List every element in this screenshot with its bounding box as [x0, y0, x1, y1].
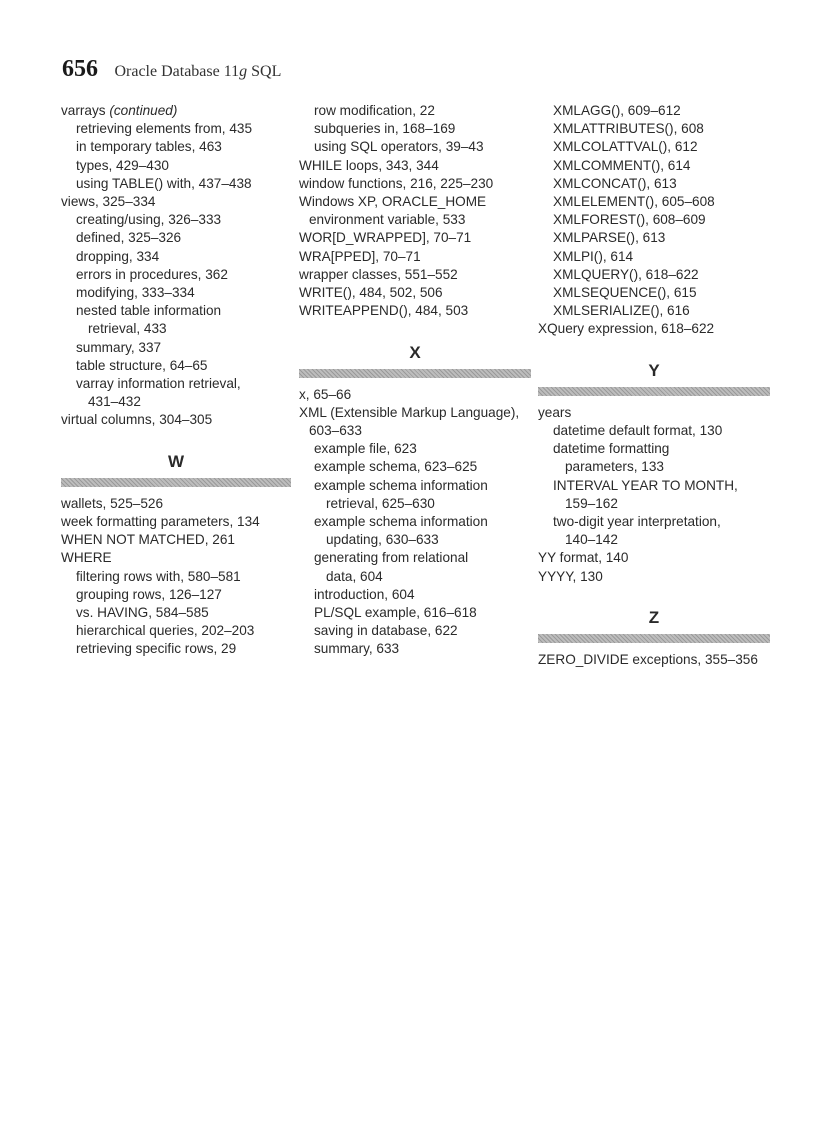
index-column-3 [538, 102, 770, 669]
index-subentry: generating from relational [314, 550, 469, 566]
index-entry: week formatting parameters, 134 [61, 514, 260, 530]
index-entry: years [538, 404, 572, 420]
index-subentry: XMLQUERY(), 618–622 [553, 266, 699, 282]
section-divider [538, 387, 770, 396]
index-subentry: datetime default format, 130 [553, 423, 723, 439]
index-subentry: XMLFOREST(), 608–609 [553, 212, 706, 228]
index-subentry: using SQL operators, 39–43 [314, 139, 484, 155]
index-subentry: retrieving elements from, 435 [76, 121, 253, 137]
index-subentry: XMLSEQUENCE(), 615 [553, 285, 697, 301]
index-subentry: XMLELEMENT(), 605–608 [553, 194, 715, 210]
index-subentry: modifying, 333–334 [76, 285, 195, 301]
index-subentry: nested table information [76, 303, 222, 319]
section-letter-z: Z [648, 608, 660, 628]
index-subentry: XMLCONCAT(), 613 [553, 175, 677, 191]
index-entry: YYYY, 130 [538, 568, 603, 584]
index-subentry-continuation: retrieval, 433 [88, 321, 167, 337]
index-subentry: INTERVAL YEAR TO MONTH, [553, 477, 738, 493]
section-letter-x: X [409, 342, 421, 362]
index-subentry: XMLPI(), 614 [553, 248, 634, 264]
index-subentry: defined, 325–326 [76, 230, 182, 246]
index-subentry: types, 429–430 [76, 157, 169, 173]
index-subentry: dropping, 334 [76, 248, 160, 264]
index-entry: varrays (continued) [61, 103, 178, 118]
index-subentry: vs. HAVING, 584–585 [76, 605, 209, 621]
index-entry: ZERO_DIVIDE exceptions, 355–356 [538, 652, 758, 668]
index-entry: WHEN NOT MATCHED, 261 [61, 532, 235, 548]
index-entry: WHILE loops, 343, 344 [299, 157, 439, 173]
index-subentry: datetime formatting [553, 441, 670, 457]
index-entry: XQuery expression, 618–622 [538, 321, 715, 337]
index-subentry: XMLATTRIBUTES(), 608 [553, 121, 704, 137]
index-subentry: varray information retrieval, [76, 376, 241, 392]
index-subentry: subqueries in, 168–169 [314, 121, 456, 137]
index-subentry: summary, 633 [314, 641, 400, 657]
index-subentry: saving in database, 622 [314, 623, 458, 639]
index-entry: wrapper classes, 551–552 [299, 266, 458, 282]
index-entry-continuation: 603–633 [309, 423, 362, 439]
index-subentry: example file, 623 [314, 441, 417, 457]
index-subentry: example schema information [314, 514, 488, 530]
index-subentry: XMLCOMMENT(), 614 [553, 157, 691, 173]
index-subentry: using TABLE() with, 437–438 [76, 175, 252, 191]
index-entry: virtual columns, 304–305 [61, 412, 213, 428]
index-entry: x, 65–66 [299, 386, 352, 402]
index-subentry: errors in procedures, 362 [76, 266, 228, 282]
index-subentry-continuation: parameters, 133 [565, 459, 664, 475]
index-subentry-continuation: data, 604 [326, 568, 383, 584]
index-column-2 [299, 102, 531, 659]
index-subentry: table structure, 64–65 [76, 357, 208, 373]
index-subentry: XMLCOLATTVAL(), 612 [553, 139, 698, 155]
index-subentry: PL/SQL example, 616–618 [314, 605, 477, 621]
index-entry: WRITE(), 484, 502, 506 [299, 285, 443, 301]
index-subentry: grouping rows, 126–127 [76, 586, 222, 602]
index-subentry: XMLAGG(), 609–612 [553, 103, 681, 118]
index-subentry: example schema, 623–625 [314, 459, 478, 475]
page-number: 656 [62, 56, 98, 82]
index-entry: Windows XP, ORACLE_HOME [299, 194, 487, 210]
index-subentry: in temporary tables, 463 [76, 139, 222, 155]
index-subentry: summary, 337 [76, 339, 162, 355]
index-subentry: two-digit year interpretation, [553, 514, 721, 530]
section-letter-y: Y [648, 360, 660, 380]
index-entry: window functions, 216, 225–230 [299, 175, 494, 191]
index-entry: XML (Extensible Markup Language), [299, 404, 520, 420]
index-subentry: example schema information [314, 477, 488, 493]
index-subentry: introduction, 604 [314, 586, 415, 602]
index-entry: YY format, 140 [538, 550, 629, 566]
index-entry: WOR[D_WRAPPED], 70–71 [299, 230, 472, 246]
index-column-1 [61, 102, 291, 659]
index-subentry-continuation: updating, 630–633 [326, 532, 439, 548]
section-divider [61, 478, 291, 487]
section-letter-w: W [167, 451, 185, 471]
index-subentry: XMLSERIALIZE(), 616 [553, 303, 690, 319]
index-entry: wallets, 525–526 [61, 495, 164, 511]
index-subentry: filtering rows with, 580–581 [76, 568, 241, 584]
index-subentry: XMLPARSE(), 613 [553, 230, 666, 246]
index-entry: WHERE [61, 550, 112, 566]
section-divider [538, 634, 770, 643]
index-subentry: hierarchical queries, 202–203 [76, 623, 255, 639]
index-entry-continuation: environment variable, 533 [309, 212, 466, 228]
index-subentry: creating/using, 326–333 [76, 212, 222, 228]
section-divider [299, 369, 531, 378]
page-header [62, 56, 281, 83]
index-entry: WRA[PPED], 70–71 [299, 248, 421, 264]
index-subentry: row modification, 22 [314, 103, 435, 118]
index-entry: views, 325–334 [61, 194, 156, 210]
index-subentry-continuation: 159–162 [565, 495, 618, 511]
index-subentry: retrieving specific rows, 29 [76, 641, 237, 657]
index-subentry-continuation: 431–432 [88, 394, 141, 410]
book-title: Oracle Database 11g SQL [114, 63, 282, 80]
index-entry: WRITEAPPEND(), 484, 503 [299, 303, 469, 319]
index-subentry-continuation: 140–142 [565, 532, 618, 548]
index-subentry-continuation: retrieval, 625–630 [326, 495, 435, 511]
